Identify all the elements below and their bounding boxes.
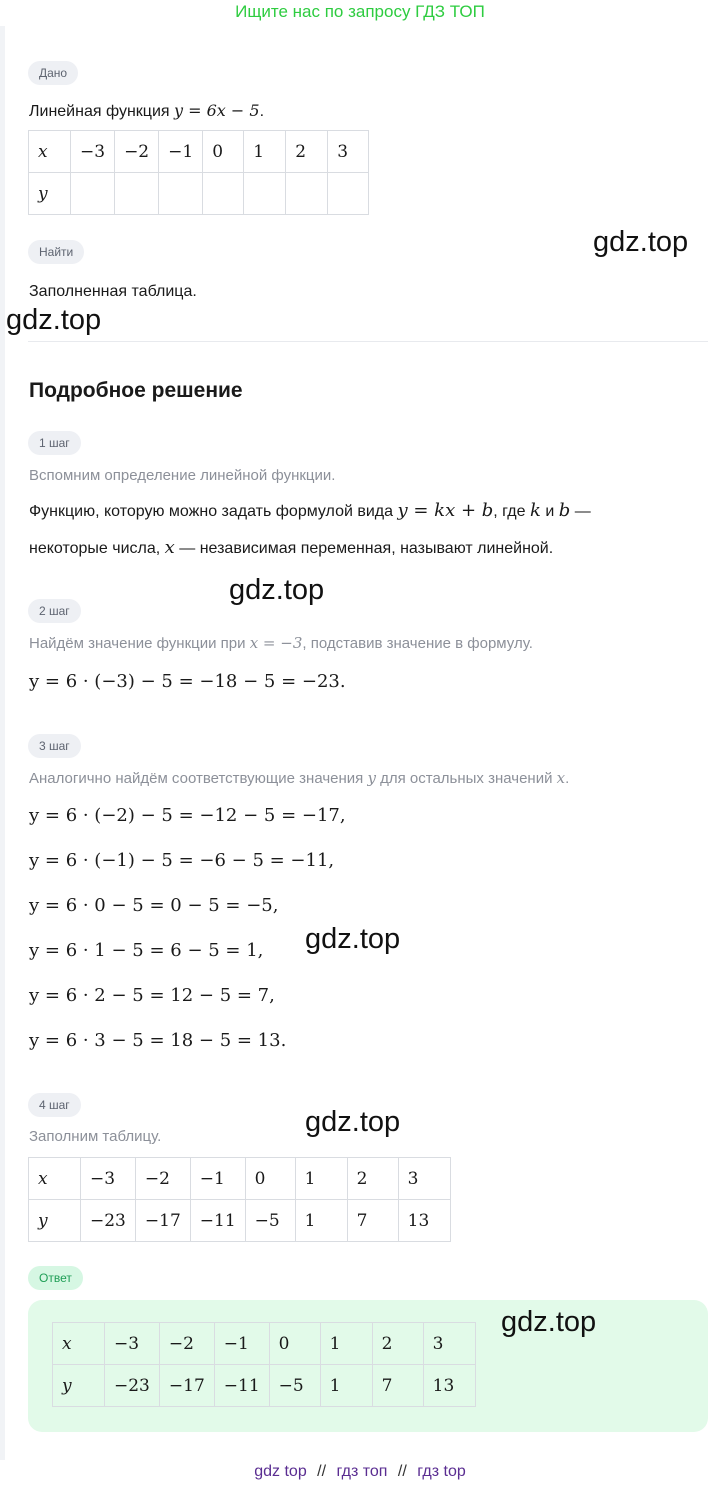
- find-badge: Найти: [28, 240, 84, 264]
- footer-link-gdz-top[interactable]: gdz top: [254, 1463, 307, 1480]
- footer-link-gdz-top-mixed[interactable]: гдз top: [417, 1463, 466, 1480]
- section-divider: [28, 341, 708, 342]
- table-cell: −2: [115, 131, 159, 173]
- table-cell: 1: [295, 1158, 347, 1200]
- table-cell: −3: [81, 1158, 136, 1200]
- watermark: gdz.top: [305, 923, 401, 955]
- step3-hint-c: .: [565, 770, 570, 787]
- given-formula: y = 6x − 5: [174, 101, 260, 120]
- given-table-y-row: [29, 173, 369, 215]
- step2-hint-formula: x = −3: [249, 634, 303, 652]
- given-text: [29, 100, 264, 123]
- table-cell: −1: [214, 1323, 269, 1365]
- table-cell: 2: [286, 131, 328, 173]
- step3-equation: y = 6 · 1 − 5 = 6 − 5 = 1,: [29, 940, 264, 961]
- table-cell: 2: [347, 1158, 398, 1200]
- promo-banner: Ищите нас по запросу ГДЗ ТОП: [235, 2, 485, 21]
- step1-line2-text-b: — независимая переменная, называют линейной.: [179, 540, 554, 557]
- step3-hint: [29, 768, 569, 789]
- given-suffix: .: [259, 103, 265, 120]
- step1-badge: 1 шаг: [28, 431, 81, 455]
- step2-equation: y = 6 · (−3) − 5 = −18 − 5 = −23.: [29, 671, 346, 692]
- step1-var-x: x: [164, 537, 175, 558]
- step2-badge: 2 шаг: [28, 599, 81, 623]
- table-cell: 7: [372, 1365, 423, 1407]
- table-cell-empty: [244, 173, 286, 215]
- table-cell-empty: [203, 173, 244, 215]
- footer-link-gdz-top-ru[interactable]: гдз топ: [336, 1463, 388, 1480]
- table-cell-empty: [159, 173, 203, 215]
- table-cell: 1: [320, 1323, 372, 1365]
- given-table: [28, 130, 369, 215]
- given-badge: Дано: [28, 61, 78, 85]
- table-cell-label: y: [29, 173, 71, 215]
- table-cell: 0: [245, 1158, 295, 1200]
- step1-line1-text-c: и: [545, 503, 555, 520]
- table-cell-label: x: [29, 1158, 81, 1200]
- table-cell: −17: [135, 1200, 190, 1242]
- step3-hint-x: x: [556, 769, 566, 787]
- step1-line1: [29, 500, 591, 523]
- table-cell-label: y: [29, 1200, 81, 1242]
- table-cell-empty: [328, 173, 369, 215]
- table-cell: −5: [269, 1365, 320, 1407]
- table-cell: −11: [190, 1200, 245, 1242]
- step3-hint-b: для остальных значений: [380, 770, 553, 787]
- table-cell: −23: [81, 1200, 136, 1242]
- step3-equation: y = 6 · (−2) − 5 = −12 − 5 = −17,: [29, 805, 346, 826]
- step2-hint-b: , подставив значение в формулу.: [302, 635, 533, 652]
- step1-var-b: b: [558, 500, 571, 521]
- step1-line2-text-a: некоторые числа,: [29, 540, 161, 557]
- table-cell-label: y: [53, 1365, 105, 1407]
- table-cell: −3: [71, 131, 115, 173]
- step4-badge: 4 шаг: [28, 1093, 81, 1117]
- step1-line2: [29, 537, 553, 560]
- step1-var-k: k: [529, 500, 541, 521]
- given-table-x-row: [29, 131, 369, 173]
- answer-table-y-row: [53, 1365, 476, 1407]
- table-cell: 0: [203, 131, 244, 173]
- step4-hint: Заполним таблицу.: [29, 1128, 162, 1145]
- table-cell: −23: [105, 1365, 160, 1407]
- watermark: gdz.top: [305, 1106, 401, 1138]
- table-cell: −2: [135, 1158, 190, 1200]
- table-cell: 13: [398, 1200, 450, 1242]
- watermark: gdz.top: [6, 304, 102, 336]
- table-cell: 1: [295, 1200, 347, 1242]
- table-cell: −17: [159, 1365, 214, 1407]
- table-cell: 2: [372, 1323, 423, 1365]
- footer-separator: //: [317, 1463, 327, 1480]
- watermark: gdz.top: [229, 574, 325, 606]
- table-cell: −11: [214, 1365, 269, 1407]
- step3-badge: 3 шаг: [28, 734, 81, 758]
- left-accent-bar: [0, 26, 5, 1460]
- step3-equation: y = 6 · (−1) − 5 = −6 − 5 = −11,: [29, 850, 335, 871]
- step3-hint-y: y: [367, 769, 376, 787]
- table-cell: −1: [190, 1158, 245, 1200]
- filled-table-x-row: [29, 1158, 451, 1200]
- table-cell-label: x: [29, 131, 71, 173]
- table-cell: −1: [159, 131, 203, 173]
- step1-line1-formula: y = kx + b: [397, 500, 494, 521]
- step1-hint: Вспомним определение линейной функции.: [29, 467, 336, 484]
- step2-hint: [29, 633, 533, 654]
- table-cell: 7: [347, 1200, 398, 1242]
- filled-table: [28, 1157, 451, 1242]
- table-cell: 3: [328, 131, 369, 173]
- footer-links: [0, 1460, 720, 1484]
- table-cell-empty: [286, 173, 328, 215]
- table-cell: 0: [269, 1323, 320, 1365]
- step3-hint-a: Аналогично найдём соответствующие значения: [29, 770, 364, 787]
- step3-equation: y = 6 · 2 − 5 = 12 − 5 = 7,: [29, 985, 275, 1006]
- find-text: Заполненная таблица.: [29, 283, 197, 300]
- table-cell: 1: [320, 1365, 372, 1407]
- step1-line1-text-d: —: [574, 503, 591, 520]
- solution-title: Подробное решение: [29, 379, 243, 402]
- step1-line1-text-b: , где: [493, 503, 526, 520]
- table-cell: 3: [398, 1158, 450, 1200]
- watermark: gdz.top: [501, 1306, 597, 1338]
- answer-badge: Ответ: [28, 1266, 83, 1290]
- table-cell: −2: [159, 1323, 214, 1365]
- table-cell-label: x: [53, 1323, 105, 1365]
- step3-equation: y = 6 · 0 − 5 = 0 − 5 = −5,: [29, 895, 279, 916]
- answer-table-x-row: [53, 1323, 476, 1365]
- table-cell: 1: [244, 131, 286, 173]
- table-cell: 13: [423, 1365, 475, 1407]
- watermark: gdz.top: [593, 226, 689, 258]
- table-cell: −5: [245, 1200, 295, 1242]
- given-text-prefix: Линейная функция: [29, 103, 170, 120]
- step2-hint-a: Найдём значение функции при: [29, 635, 246, 652]
- table-cell: 3: [423, 1323, 475, 1365]
- table-cell-empty: [115, 173, 159, 215]
- step3-equation: y = 6 · 3 − 5 = 18 − 5 = 13.: [29, 1030, 287, 1051]
- step1-line1-text-a: Функцию, которую можно задать формулой вида: [29, 503, 394, 520]
- filled-table-y-row: [29, 1200, 451, 1242]
- table-cell-empty: [71, 173, 115, 215]
- footer-separator: //: [397, 1463, 407, 1480]
- answer-table: [52, 1322, 476, 1407]
- table-cell: −3: [105, 1323, 160, 1365]
